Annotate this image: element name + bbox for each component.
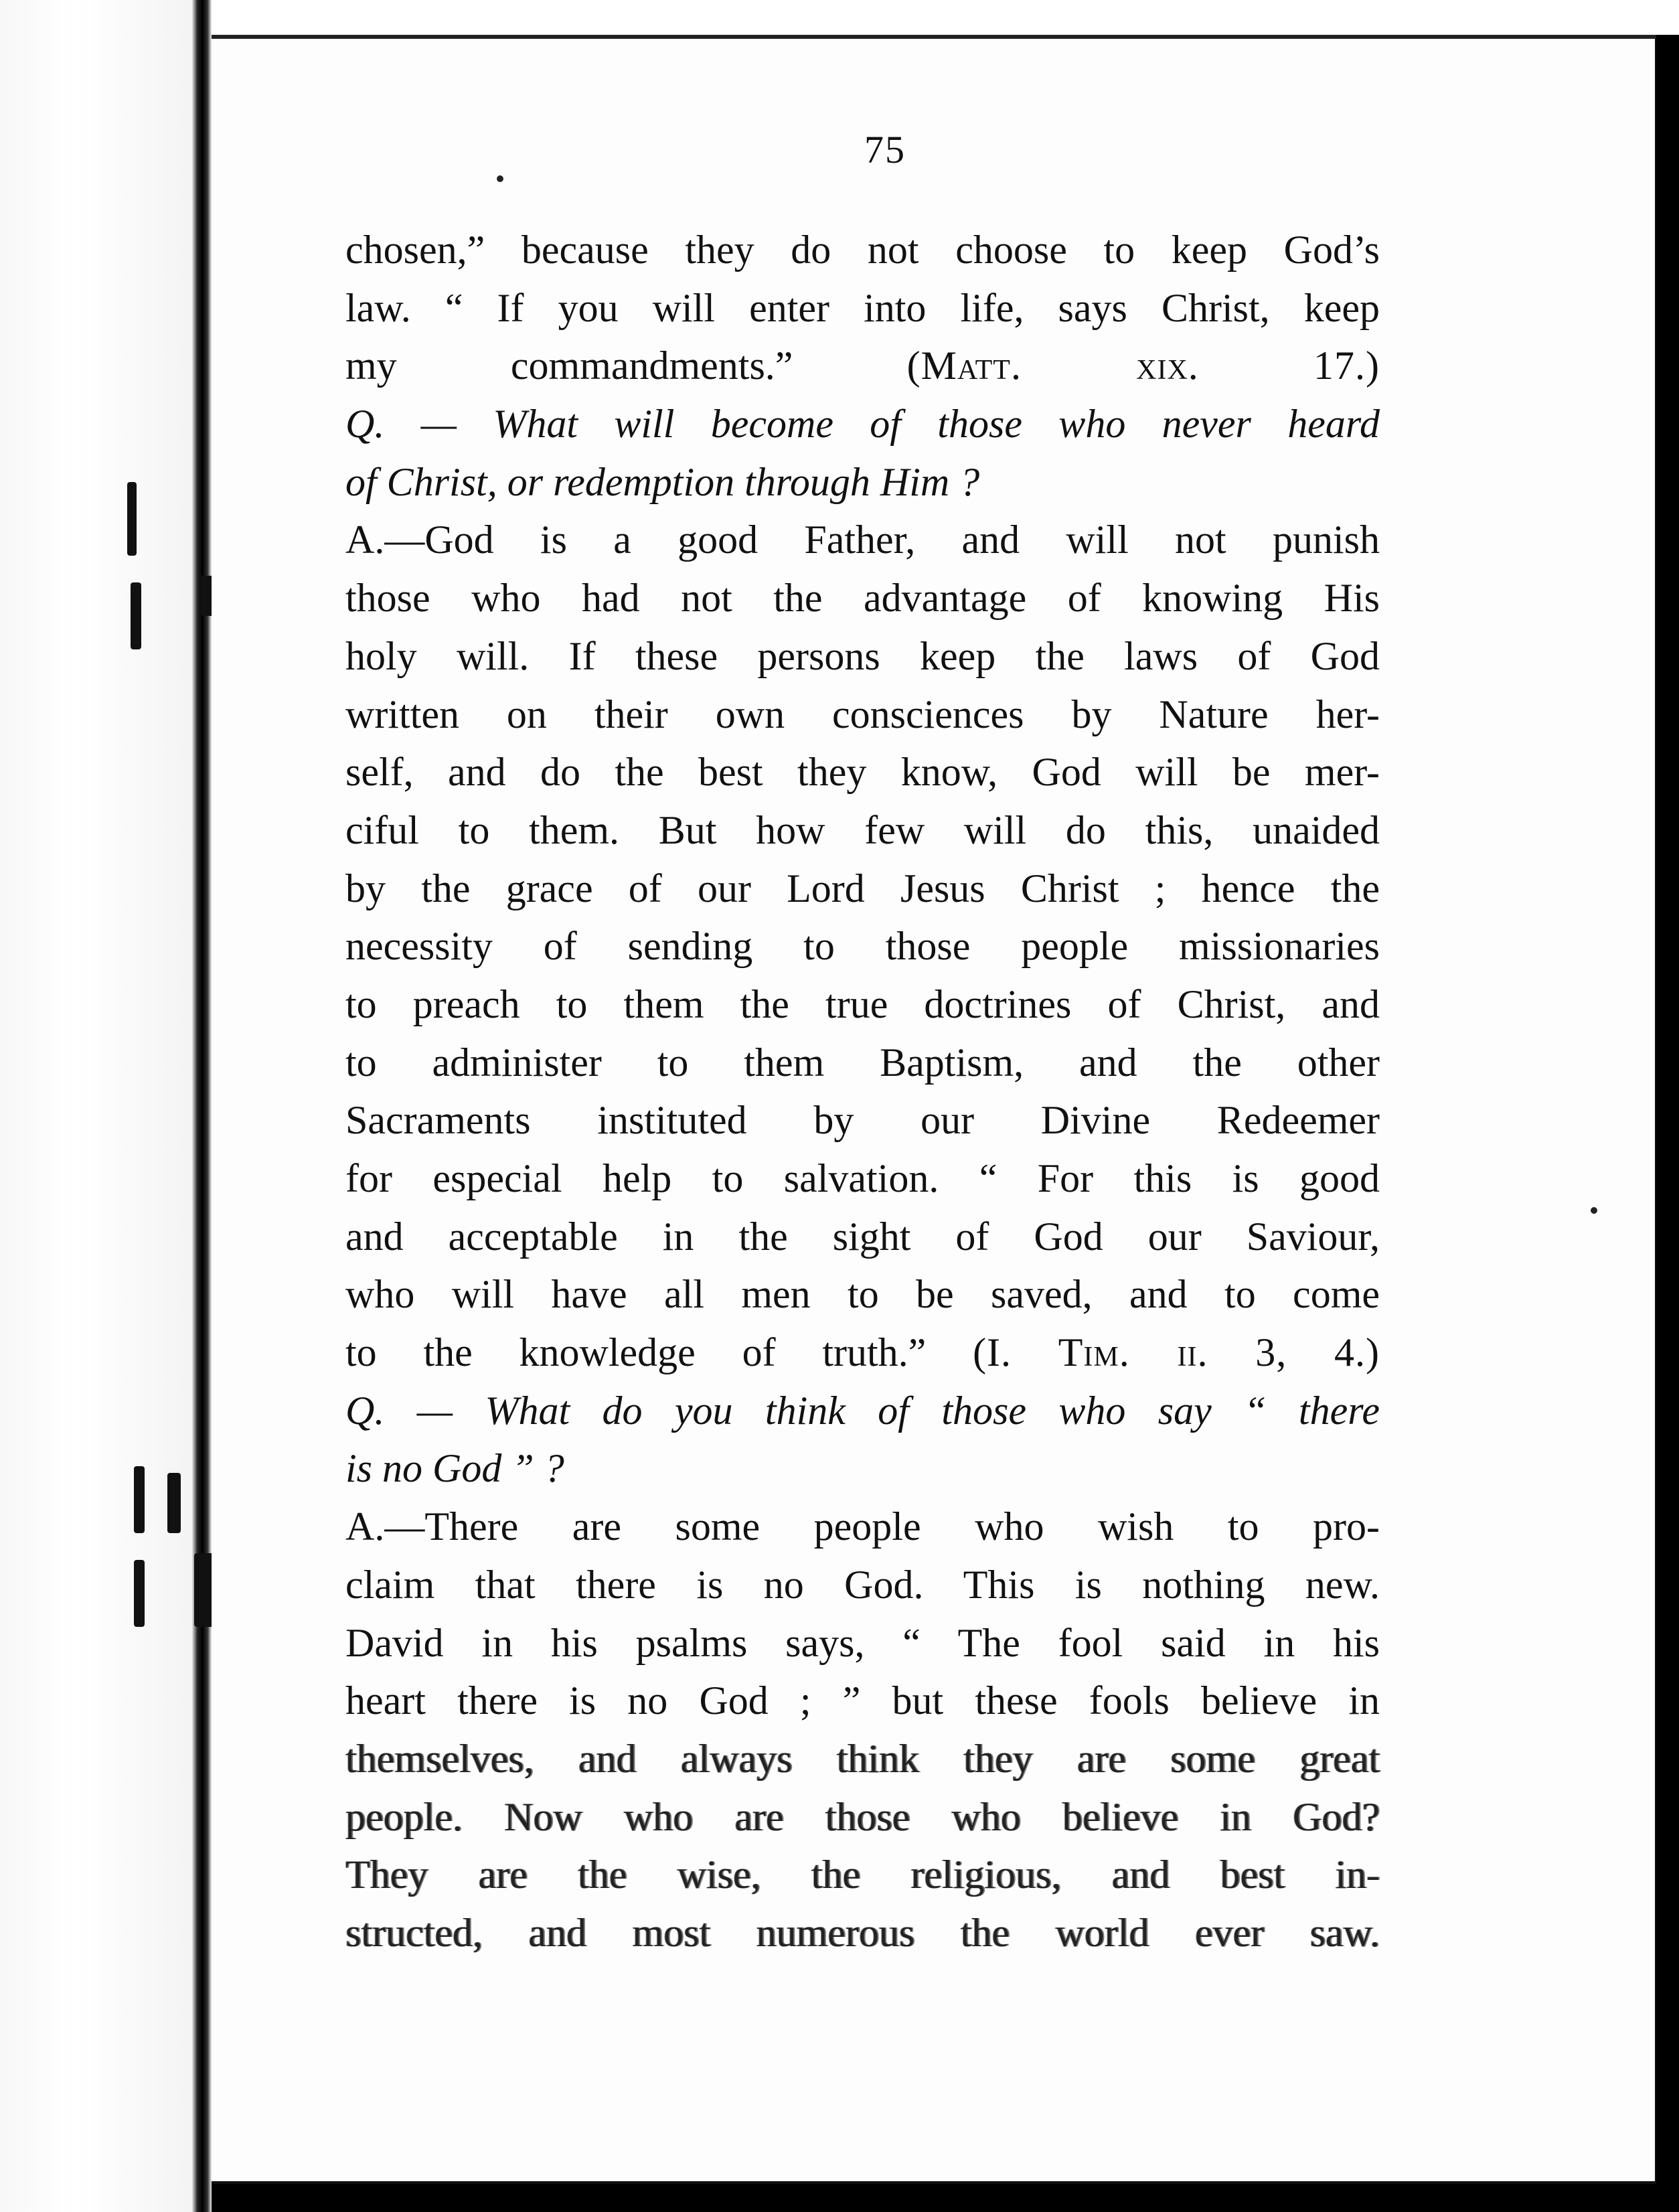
question-line: of Christ, or redemption through Him ?	[345, 459, 980, 504]
text-line: ciful to them. But how few will do this, unaided	[345, 807, 1380, 852]
text-line: A.—There are some people who wish to pro-	[345, 1504, 1380, 1549]
text-line: holy will. If these persons keep the laws of God	[345, 633, 1380, 678]
text-line	[345, 337, 1380, 395]
text-line: and acceptable in the sight of God our Saviour,	[345, 1214, 1380, 1259]
text-line: those who had not the advantage of knowing His	[345, 576, 1380, 621]
text-line: to administer to them Baptism, and the other	[345, 1040, 1380, 1085]
scripture-reference: (Matt. xix. 17.)	[906, 343, 1380, 388]
text-line: necessity of sending to those people missionaries	[345, 924, 1380, 969]
page-border-right	[1656, 35, 1679, 2212]
text-line: heart there is no God ; ” but these fools believe in	[345, 1678, 1380, 1723]
text-segment: to the knowledge of truth.”	[345, 1330, 973, 1375]
page-number: 75	[864, 128, 906, 171]
ink-speck	[1591, 1207, 1597, 1214]
page-border-bottom	[212, 2184, 1678, 2212]
text-line: written on their own consciences by Nature her-	[345, 692, 1380, 736]
ink-speck	[497, 175, 503, 182]
text-line: themselves, and always think they are some great	[345, 1736, 1380, 1781]
text-line: chosen,” because they do not choose to keep God’s	[345, 228, 1380, 272]
text-line: by the grace of our Lord Jesus Christ ; hence the	[345, 866, 1380, 911]
text-line: A.—God is a good Father, and will not punish	[345, 518, 1380, 562]
question-line: Q. — What do you think of those who say “ there	[345, 1388, 1380, 1433]
text-segment: my commandments.”	[345, 343, 907, 388]
text-line: structed, and most numerous the world ever saw.	[345, 1910, 1380, 1955]
body-text	[345, 221, 1380, 1962]
text-line: claim that there is no God. This is nothing new.	[345, 1562, 1380, 1607]
text-line: for especial help to salvation. “ For this is good	[345, 1156, 1380, 1200]
text-line: law. “ If you will enter into life, says Christ, keep	[345, 285, 1380, 330]
text-line: They are the wise, the religious, and best in-	[345, 1852, 1380, 1897]
text-line: Sacraments instituted by our Divine Redeemer	[345, 1098, 1380, 1143]
facing-page-edge	[0, 0, 191, 2212]
text-line: self, and do the best they know, God will be mer-	[345, 750, 1380, 795]
text-line	[345, 1324, 1380, 1382]
text-line: who will have all men to be saved, and to come	[345, 1272, 1380, 1317]
question-line: Q. — What will become of those who never heard	[345, 402, 1380, 447]
question-line: is no God ” ?	[345, 1446, 564, 1491]
text-line: to preach to them the true doctrines of Christ, and	[345, 981, 1380, 1026]
book-binding-gutter	[191, 0, 212, 2212]
text-line: David in his psalms says, “ The fool said in his	[345, 1620, 1380, 1665]
text-line: people. Now who are those who believe in God?	[345, 1794, 1380, 1839]
scripture-reference: (I. Tim. ii. 3, 4.)	[973, 1330, 1380, 1375]
